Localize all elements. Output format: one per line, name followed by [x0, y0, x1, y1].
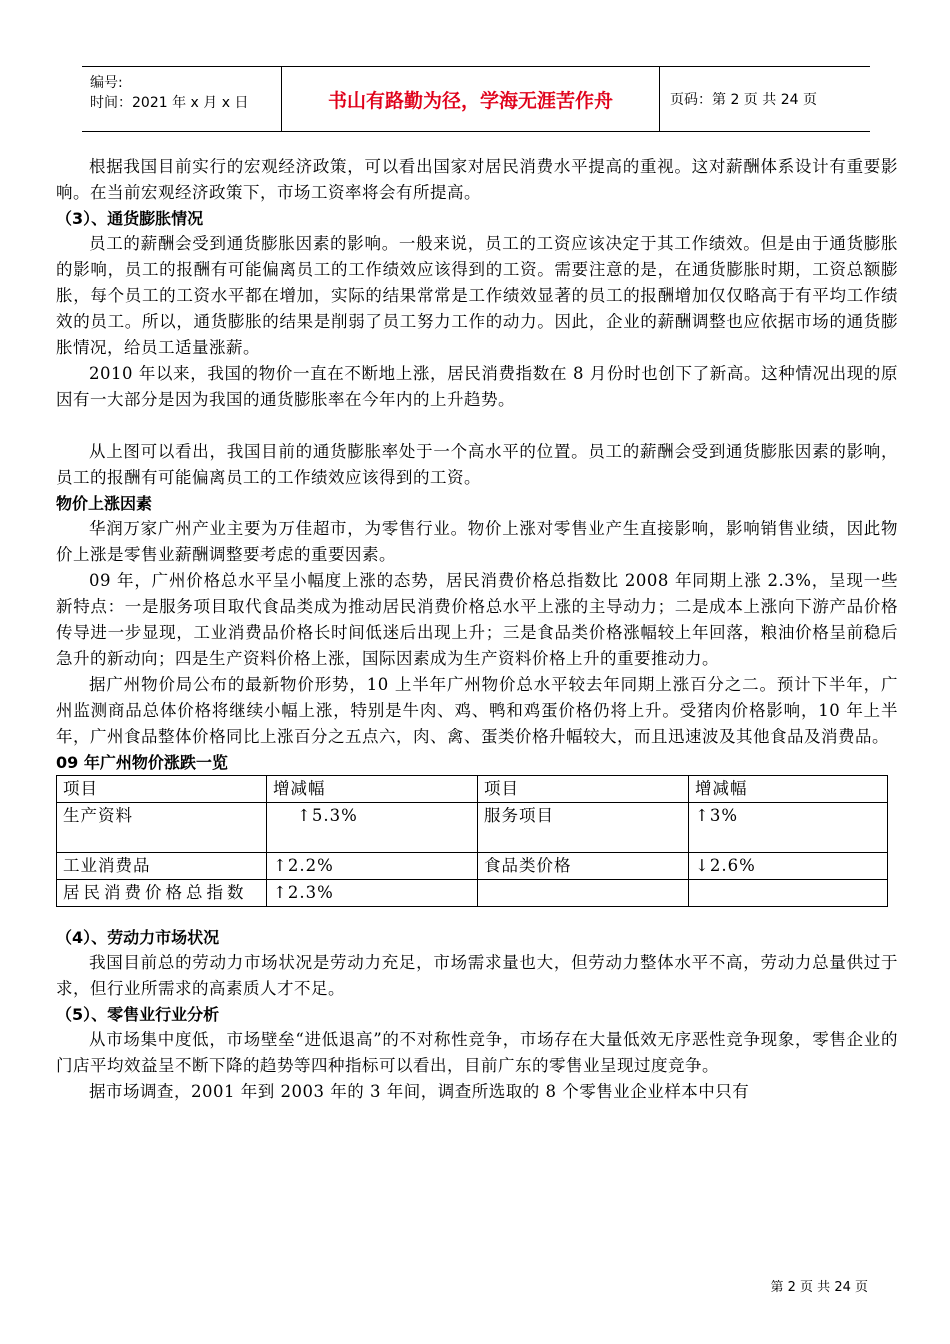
section-heading-labor: （4）、劳动力市场状况: [56, 928, 220, 947]
page-footer: 第 2 页 共 24 页: [770, 1280, 868, 1295]
paragraph: 据广州物价局公布的最新物价形势，10 上半年广州物价总水平较去年同期上涨百分之二。预计下半年，广州监测商品总体价格将继续小幅上涨，特别是牛肉、鸡、鸭和鸡蛋价格仍将上升。受猪肉价格影响，10 年上半年，广州食品整体价格同比上涨百分之五点六，肉、禽、蛋类价格升幅较大，而且迅速波及其他食品及消费品。: [56, 675, 898, 746]
paragraph: 09 年，广州价格总水平呈小幅度上涨的态势，居民消费价格总指数比 2008 年同期上涨 2.3%，呈现一些新特点：一是服务项目取代食品类成为推动居民消费价格总水平上涨的主导动力；二是成本上涨向下游产品价格传导进一步显现，工业消费品价格长时间低迷后出现上升；三是食品类价格涨幅较上年回落，粮油价格呈前稳后急升的新动向；四是生产资料价格上涨，国际因素成为生产资料价格上升的重要推动力。: [56, 571, 898, 668]
price-change-table: [56, 775, 888, 907]
table-row: [57, 803, 888, 853]
header-meta: [82, 67, 282, 131]
table-cell: ↑2.2%: [267, 853, 478, 880]
time-label: 时间：2021 年 x 月 x 日: [90, 95, 249, 111]
table-cell: ↑3%: [689, 803, 888, 853]
paragraph: 华润万家广州产业主要为万佳超市，为零售行业。物价上涨对零售业产生直接影响，影响销售业绩，因此物价上涨是零售业薪酬调整要考虑的重要因素。: [56, 519, 898, 564]
section-heading-inflation: （3）、通货膨胀情况: [56, 209, 204, 228]
table-row: [57, 880, 888, 907]
header-page-label: 页码：第 2 页 共 24 页: [670, 92, 817, 108]
paragraph: 我国目前总的劳动力市场状况是劳动力充足，市场需求量也大，但劳动力整体水平不高，劳动力总量供过于求，但行业所需求的高素质人才不足。: [56, 953, 898, 998]
section-heading-retail: （5）、零售业行业分析: [56, 1005, 220, 1024]
table-cell: [478, 880, 689, 907]
table-header-cell: 项目: [57, 776, 267, 803]
blank-line: [56, 413, 898, 439]
table-header-cell: 增减幅: [689, 776, 888, 803]
table-cell: ↑5.3%: [267, 803, 478, 853]
table-cell: 工业消费品: [57, 853, 267, 880]
table-header-row: [57, 776, 888, 803]
section-heading-price: 物价上涨因素: [56, 494, 153, 513]
paragraph: 根据我国目前实行的宏观经济政策，可以看出国家对居民消费水平提高的重视。这对薪酬体系设计有重要影响。在当前宏观经济政策下，市场工资率将会有所提高。: [56, 157, 898, 202]
table-cell: 生产资料: [57, 803, 267, 853]
table-cell: ↓2.6%: [689, 853, 888, 880]
paragraph: 2010 年以来，我国的物价一直在不断地上涨，居民消费指数在 8 月份时也创下了新高。这种情况出现的原因有一大部分是因为我国的通货膨胀率在今年内的上升趋势。: [56, 364, 898, 409]
table-row: [57, 853, 888, 880]
table-cell: 服务项目: [478, 803, 689, 853]
paragraph: 从市场集中度低，市场壁垒“进低退高”的不对称性竞争，市场存在大量低效无序恶性竞争现象，零售企业的门店平均效益呈不断下降的趋势等四种指标可以看出，目前广东的零售业呈现过度竞争。: [56, 1030, 898, 1075]
table-cell: [689, 880, 888, 907]
page-header: [82, 66, 870, 132]
table-cell: 居民消费价格总指数: [57, 880, 267, 907]
paragraph: 从上图可以看出，我国目前的通货膨胀率处于一个高水平的位置。员工的薪酬会受到通货膨胀因素的影响，员工的报酬有可能偏离员工的工作绩效应该得到的工资。: [56, 442, 898, 487]
header-motto: 书山有路勤为径，学海无涯苦作舟: [282, 67, 660, 131]
table-header-cell: 项目: [478, 776, 689, 803]
table-cell: ↑2.3%: [267, 880, 478, 907]
table-cell: 食品类价格: [478, 853, 689, 880]
table-title: 09 年广州物价涨跌一览: [56, 753, 228, 772]
paragraph: 员工的薪酬会受到通货膨胀因素的影响。一般来说，员工的工资应该决定于其工作绩效。但是由于通货膨胀的影响，员工的报酬有可能偏离员工的工作绩效应该得到的工资。需要注意的是，在通货膨胀时期，工资总额膨胀，每个员工的工资水平都在增加，实际的结果常常是工作绩效显著的员工的报酬增加仅仅略高于有平均工作绩效的员工。所以，通货膨胀的结果是削弱了员工努力工作的动力。因此，企业的薪酬调整也应依据市场的通货膨胀情况，给员工适量涨薪。: [56, 234, 898, 357]
paragraph: 据市场调查，2001 年到 2003 年的 3 年间，调查所选取的 8 个零售业企业样本中只有: [89, 1082, 750, 1101]
spacer: [56, 907, 898, 925]
table-header-cell: 增减幅: [267, 776, 478, 803]
number-label: 编号:: [90, 75, 123, 91]
document-body: [56, 154, 898, 1105]
